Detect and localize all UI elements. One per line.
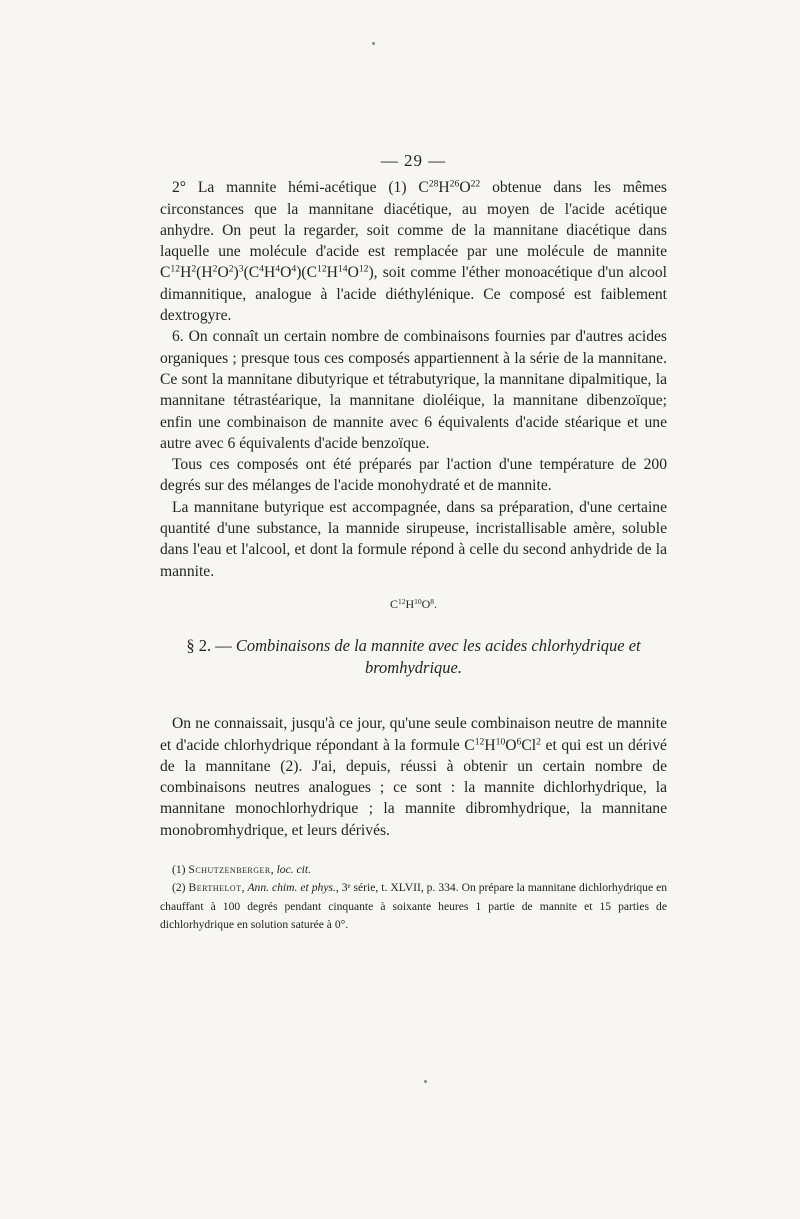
paragraph-combinaison-chlorhydrique: On ne connaissait, jusqu'à ce jour, qu'une seule combinaison neutre de mannite et d'acide chlorhydrique répondant à la formule $C^{12}H^{10}O^6Cl^2$ et qui est un dérivé de la mannitane (2). J'ai, depuis, réussi à obtenir un certain nombre de combinaisons neutres analogues ; ce sont : la mannite dichlorhydrique, la mannitane monochlorhydrique ; la mannite dibromhydrique, la mannitane monobromhydrique, et leurs dérivés. [160,715,667,839]
paper-speck [424,1080,427,1083]
paragraph-preparation-temperature: Tous ces composés ont été préparés par l'action d'une température de 200 degrés sur des mélanges de l'acide monohydraté et de mannite. [160,456,667,495]
page-body [160,150,667,935]
footnotes [160,861,667,935]
paper-speck [372,42,375,45]
paragraph-combinaisons-acides-organiques: 6. On connaît un certain nombre de combinaisons fournies par d'autres acides organiques ; presque tous ces composés appartiennent à la série de la mannitane. Ce sont la mannitane dibutyrique et tétrabutyrique, la mannitane dipalmitique, la mannitane tétrastéarique, la mannitane dioléique, la mannitane dibenzoïque; enfin une combinaison de mannite avec 6 équivalents d'acide stéarique et une autre avec 6 équivalents d'acide benzoïque. [160,328,667,452]
paragraph-mannite-hemi-acetique: 2° La mannite hémi-acétique (1) $C^{28}H^{26}O^{22}$ obtenue dans les mêmes circonstances que la mannitane diacétique, au moyen de l'acide acétique anhydre. On peut la regarder, soit comme de la mannitane diacétique dans laquelle une molécule d'acide est remplacée par une molécule de mannite $C^{12}H^2(H^2O^2)^3(C^4H^4O^4)(C^{12}H^{14}O^{12})$, soit comme l'éther monoacétique d'un alcool dimannitique, analogue à l'acide diéthylénique. Ce composé est faiblement dextrogyre. [160,178,667,325]
section-title: Combinaisons de la mannite avec les acides chlorhydrique et bromhydrique. [235,636,641,678]
footnote-1: (1) Schutzenberger, loc. cit. [172,863,312,877]
section-number: § 2. — [186,636,236,656]
page-number: — 29 — [380,151,447,170]
paragraph-mannitane-butyrique: La mannitane butyrique est accompagnée, dans sa préparation, d'une certaine quantité d'une substance, la mannide sirupeuse, incristallisable amère, soluble dans l'eau et l'alcool, et dont la formule répond à celle du second anhydride de la mannite. [160,498,667,580]
section-heading [168,635,659,679]
formula-mannide: $C^{12}H^{10}O^8$. [390,596,437,611]
footnote-2: (2) Berthelot, Ann. chim. et phys., 3ᵉ série, t. XLVII, p. 334. On prépare la mannitane dichlorhydrique en chauffant à 100 degrés pendant cinquante à soixante heures 1 partie de mannite et 15 parties de dichlorhydrique en solution saturée à 0°. [160,881,668,932]
